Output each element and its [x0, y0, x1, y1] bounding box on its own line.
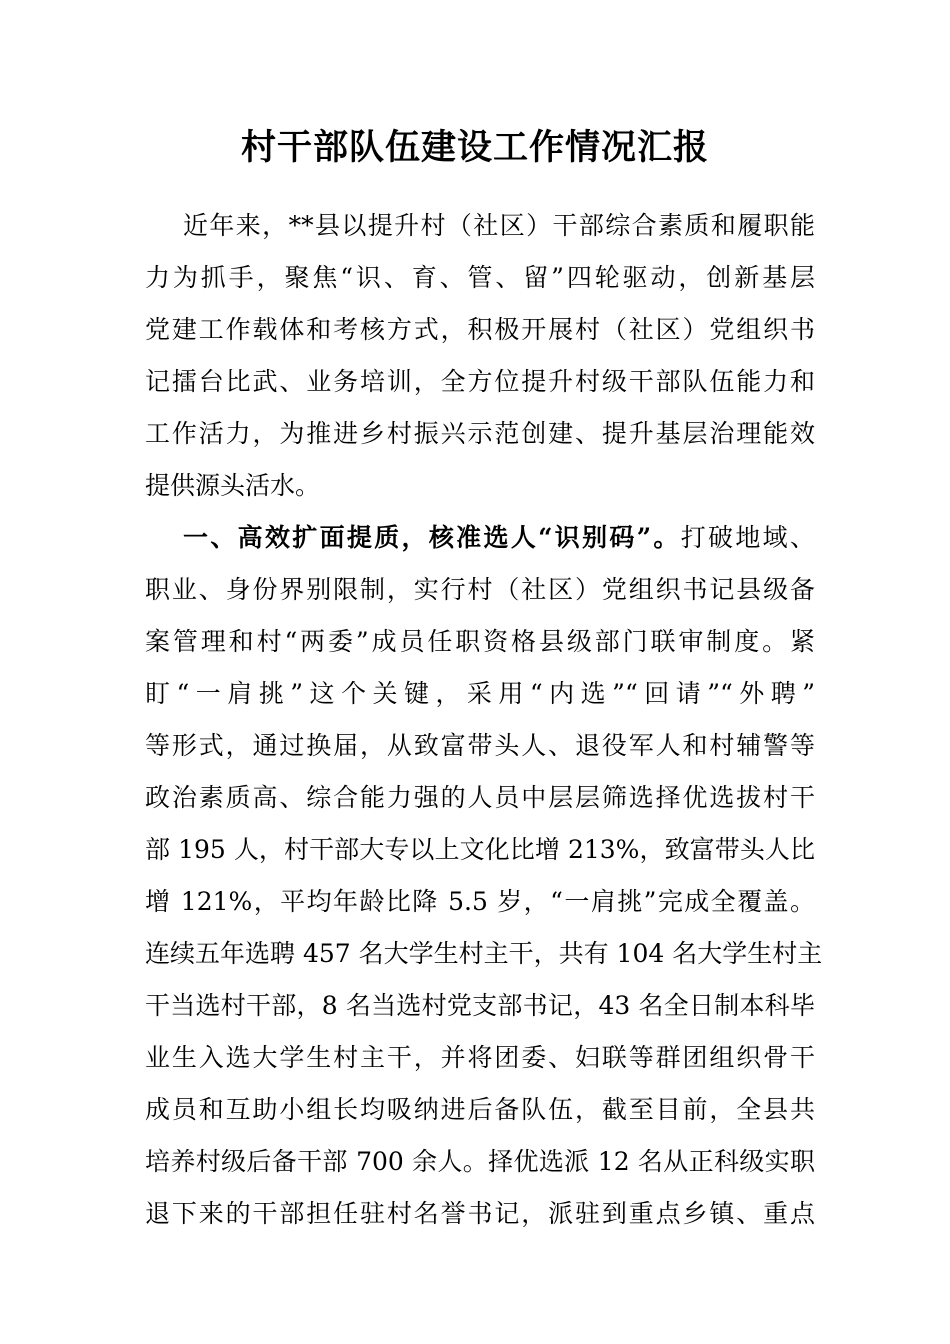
intro-line: 工作活力，为推进乡村振兴示范创建、提升基层治理能效 [145, 419, 815, 448]
intro-paragraph [145, 200, 815, 512]
section-one-line: 盯“一肩挑”这个关键，采用“内选”“回请”“外聘” [145, 679, 815, 708]
section-one-first-line-text: 打破地域、 [680, 523, 815, 552]
section-one-line: 培养村级后备干部 700 余人。择优选派 12 名从正科级实职 [145, 1147, 815, 1176]
section-one-heading: 一、高效扩面提质，核准选人“识别码”。 [183, 523, 681, 552]
section-one-line: 政治素质高、综合能力强的人员中层层筛选择优选拔村干 [145, 783, 815, 812]
section-one-line: 部 195 人，村干部大专以上文化比增 213%，致富带头人比 [145, 835, 815, 864]
section-one-first-line [145, 512, 815, 564]
intro-line: 党建工作载体和考核方式，积极开展村（社区）党组织书 [145, 315, 815, 344]
section-one-line: 业生入选大学生村主干，并将团委、妇联等群团组织骨干 [145, 1043, 815, 1072]
intro-line: 近年来，**县以提升村（社区）干部综合素质和履职能 [183, 211, 815, 240]
intro-line: 记擂台比武、业务培训，全方位提升村级干部队伍能力和 [145, 367, 815, 396]
section-one-line: 增 121%，平均年龄比降 5.5 岁，“一肩挑”完成全覆盖。 [145, 887, 815, 916]
section-one-line: 成员和互助小组长均吸纳进后备队伍，截至目前，全县共 [145, 1095, 815, 1124]
document-title: 村干部队伍建设工作情况汇报 [240, 127, 709, 168]
intro-line: 提供源头活水。 [145, 471, 321, 500]
section-one-line: 退下来的干部担任驻村名誉书记，派驻到重点乡镇、重点 [145, 1199, 815, 1228]
section-one-line: 连续五年选聘 457 名大学生村主干，共有 104 名大学生村主 [145, 939, 823, 968]
section-one-line: 等形式，通过换届，从致富带头人、退役军人和村辅警等 [145, 731, 815, 760]
intro-line: 力为抓手，聚焦“识、育、管、留”四轮驱动，创新基层 [145, 263, 815, 292]
section-one-paragraph [145, 512, 823, 1240]
section-one-line: 职业、身份界别限制，实行村（社区）党组织书记县级备 [145, 575, 815, 604]
section-one-line: 干当选村干部，8 名当选村党支部书记，43 名全日制本科毕 [145, 991, 815, 1020]
section-one-line: 案管理和村“两委”成员任职资格县级部门联审制度。紧 [145, 627, 815, 656]
